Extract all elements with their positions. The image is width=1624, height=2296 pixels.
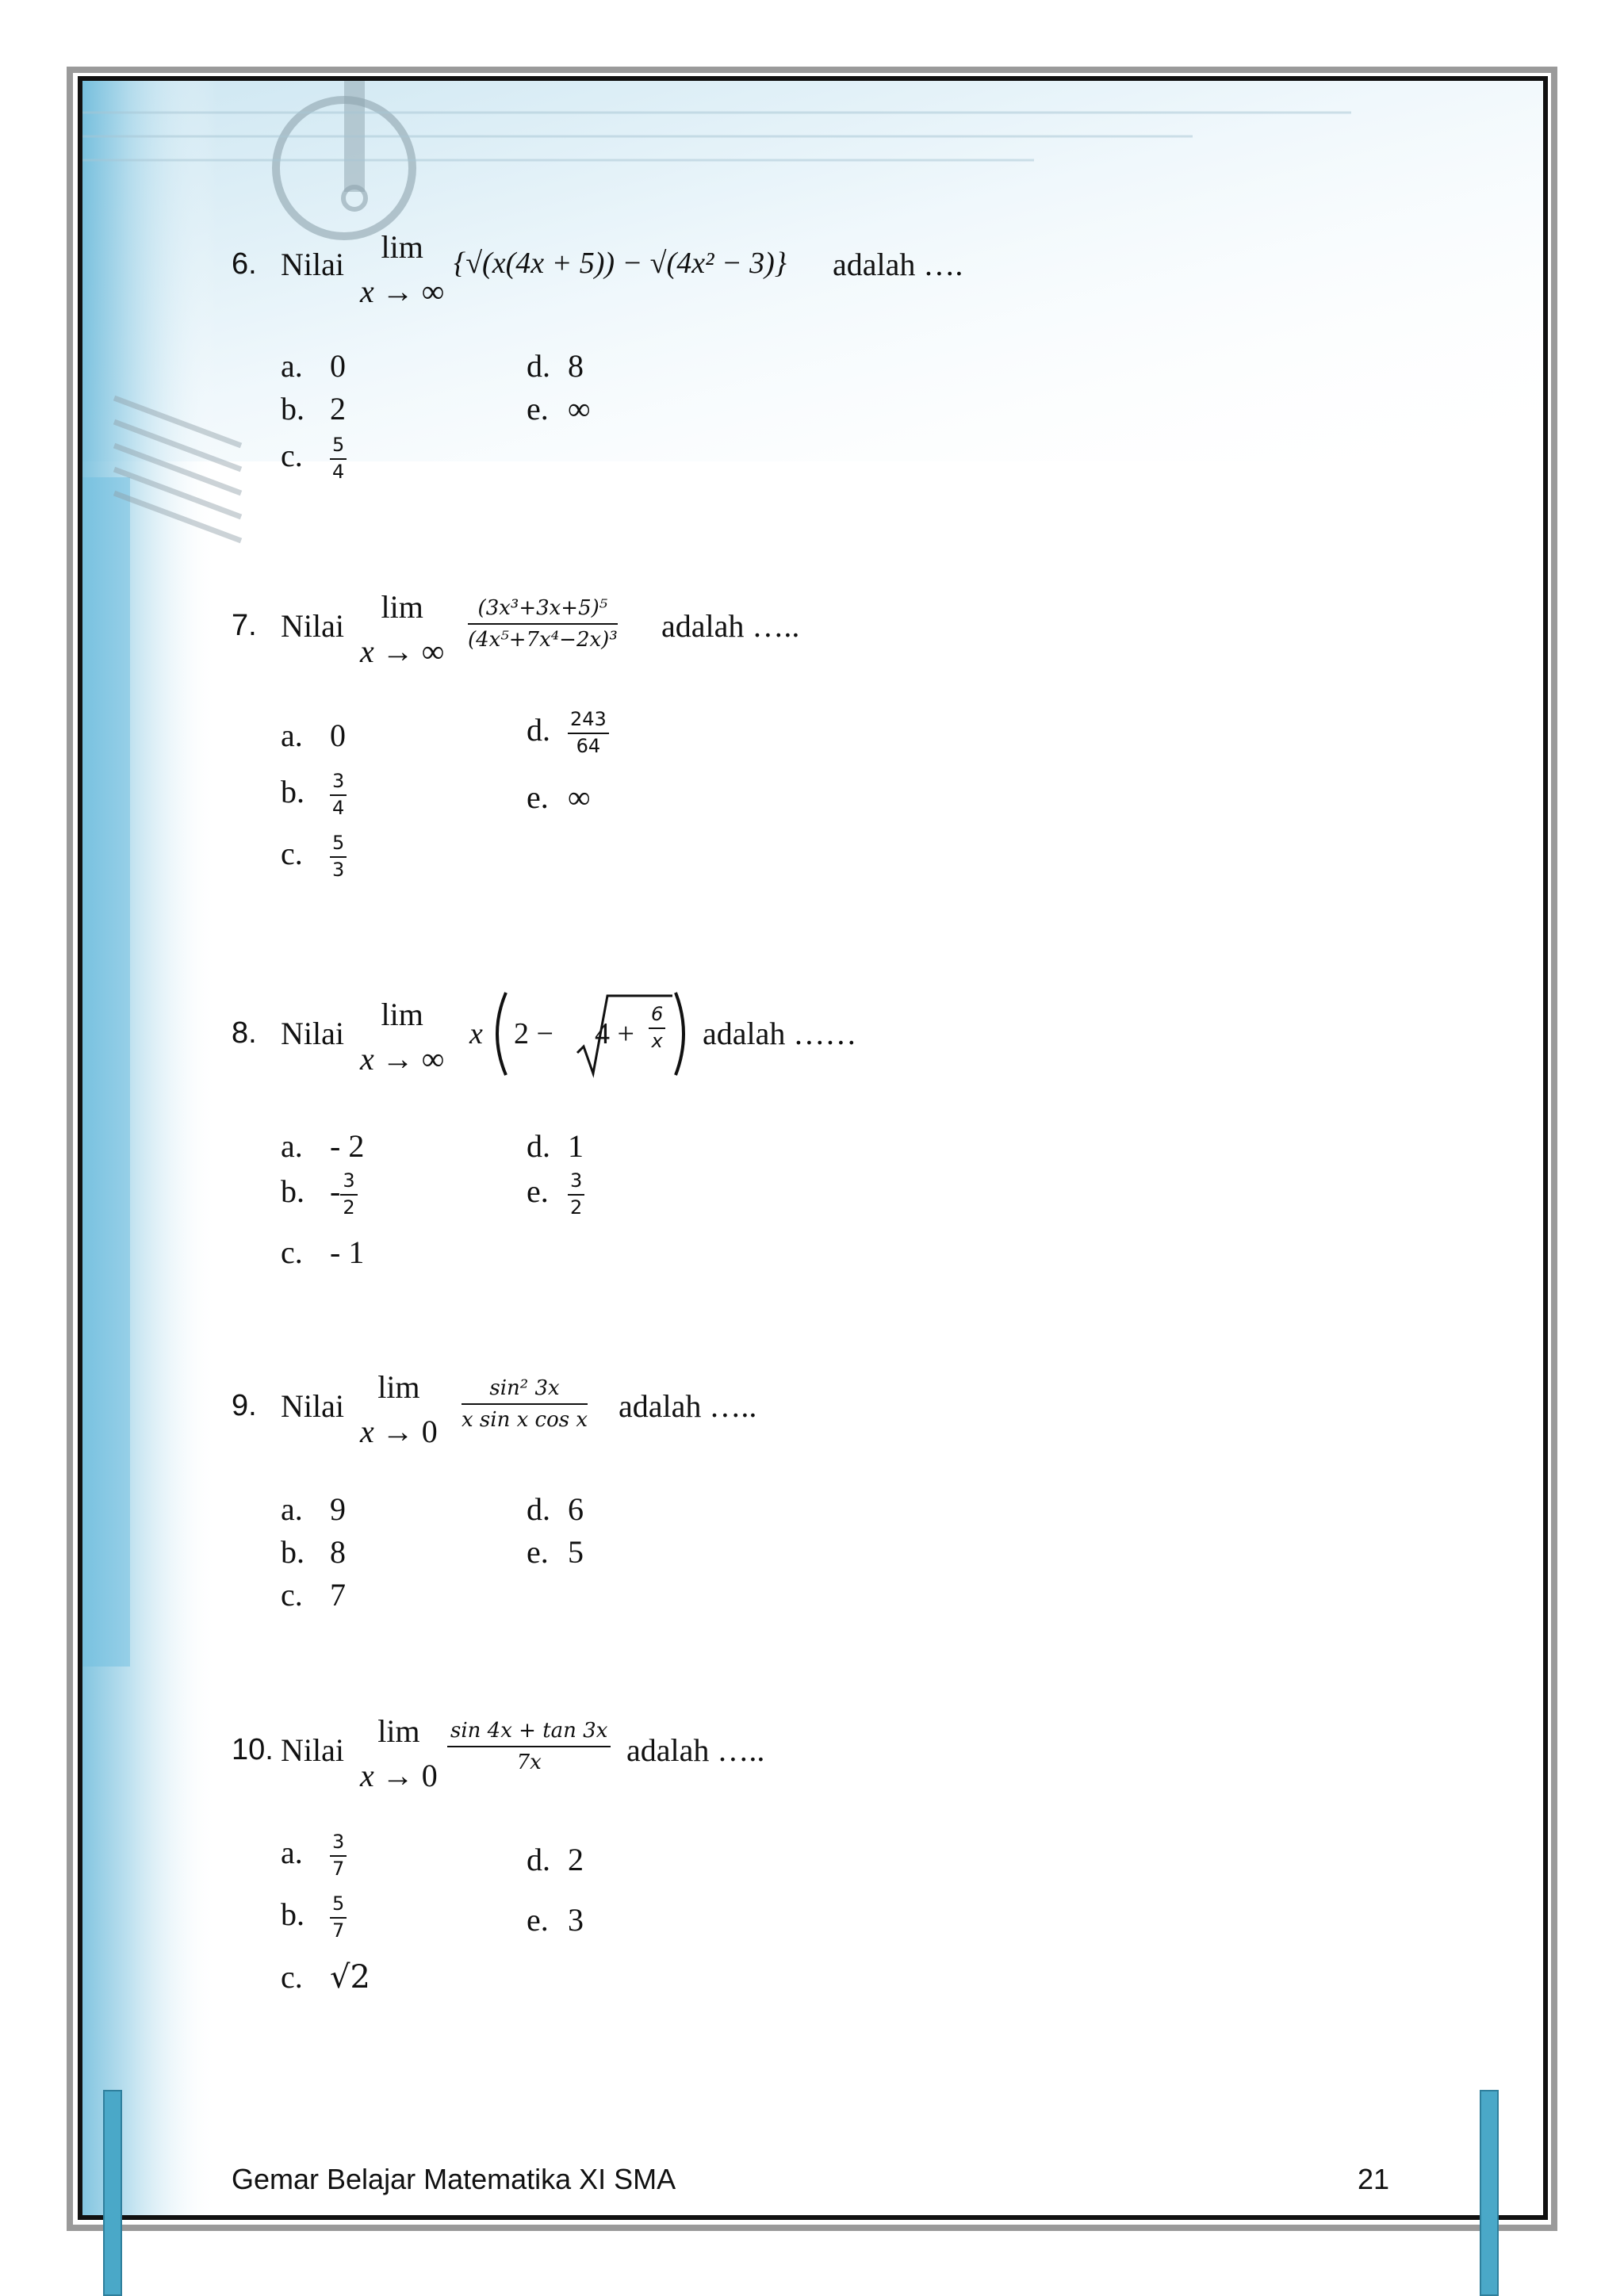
inner-fraction: 6 x bbox=[649, 1004, 665, 1052]
option-b: b. $\frac{3}{4}$ bbox=[281, 771, 347, 819]
option-e: e. 5 bbox=[527, 1534, 584, 1570]
option-d: d. 8 bbox=[527, 348, 584, 384]
option-e: e. 3 bbox=[527, 1902, 584, 1938]
option-a: a. 0 bbox=[281, 348, 346, 384]
question-number: 9. bbox=[232, 1389, 257, 1422]
question-number: 7. bbox=[232, 609, 257, 642]
expression-x: x bbox=[469, 1017, 483, 1050]
question-tail: adalah ….. bbox=[661, 608, 800, 644]
limit-fraction: $\frac{\text{(3x³+3x+5)⁵}}{\text{(4x⁵+7x⁴−2x)³}}$ bbox=[468, 596, 618, 652]
question-number: 6. bbox=[232, 247, 257, 281]
question-number: 8. bbox=[232, 1016, 257, 1050]
question-word: Nilai bbox=[281, 1388, 344, 1424]
option-a: a. $\frac{3}{7}$ bbox=[281, 1831, 347, 1880]
side-bar-right bbox=[1480, 2090, 1499, 2296]
limit-operator: lim x → ∞ bbox=[360, 997, 445, 1077]
question-tail: adalah …. bbox=[833, 247, 963, 282]
option-d: d. 2 bbox=[527, 1842, 584, 1877]
question-tail: adalah ….. bbox=[626, 1732, 765, 1768]
question-word: Nilai bbox=[281, 1016, 344, 1051]
limit-operator: lim x → ∞ bbox=[360, 229, 445, 309]
option-b: b. 8 bbox=[281, 1534, 346, 1570]
option-d: d. $\frac{243}{64}$ bbox=[527, 709, 609, 757]
option-e: e. $\frac{3}{2}$ bbox=[527, 1170, 584, 1219]
question-tail: adalah …… bbox=[703, 1016, 857, 1051]
page-number: 21 bbox=[1358, 2163, 1390, 2195]
option-b: b. $\frac{5}{7}$ bbox=[281, 1893, 347, 1942]
expression-four: 4 + bbox=[595, 1017, 634, 1050]
question-number: 10. bbox=[232, 1733, 274, 1766]
option-c: c. - 1 bbox=[281, 1234, 365, 1270]
limit-fraction: $\frac{\text{sin² 3x}}{\text{x sin x cos x}}$ bbox=[462, 1376, 588, 1432]
option-b: b. 2 bbox=[281, 391, 346, 427]
option-e: e. ∞ bbox=[527, 391, 591, 427]
option-a: a. 9 bbox=[281, 1491, 346, 1527]
option-d: d. 6 bbox=[527, 1491, 584, 1527]
option-a: a. 0 bbox=[281, 718, 346, 753]
question-word: Nilai bbox=[281, 247, 344, 282]
limit-operator: lim x → 0 bbox=[360, 1369, 438, 1449]
option-c: c. √2 bbox=[281, 1959, 370, 1996]
side-bar-left bbox=[103, 2090, 122, 2296]
expression-two: 2 − bbox=[514, 1017, 553, 1050]
option-e: e. ∞ bbox=[527, 779, 591, 815]
question-word: Nilai bbox=[281, 1732, 344, 1768]
limit-operator: lim x → ∞ bbox=[360, 589, 445, 669]
option-a: a. - 2 bbox=[281, 1128, 365, 1164]
limit-expression: {√(x(4x + 5)) − √(4x² − 3)} bbox=[454, 247, 787, 280]
question-tail: adalah ….. bbox=[619, 1388, 757, 1424]
footer-title: Gemar Belajar Matematika XI SMA bbox=[232, 2163, 676, 2195]
option-d: d. 1 bbox=[527, 1128, 584, 1164]
question-word: Nilai bbox=[281, 608, 344, 644]
option-c: c. $\frac{5}{4}$ bbox=[281, 434, 347, 483]
option-b: b. - $\frac{3}{2}$ bbox=[281, 1170, 358, 1219]
limit-operator: lim x → 0 bbox=[360, 1713, 438, 1793]
option-c: c. $\frac{5}{3}$ bbox=[281, 832, 347, 881]
limit-fraction: $\frac{\sin 4x + \tan 3x}{7x}$ bbox=[447, 1719, 611, 1774]
option-c: c. 7 bbox=[281, 1577, 346, 1613]
